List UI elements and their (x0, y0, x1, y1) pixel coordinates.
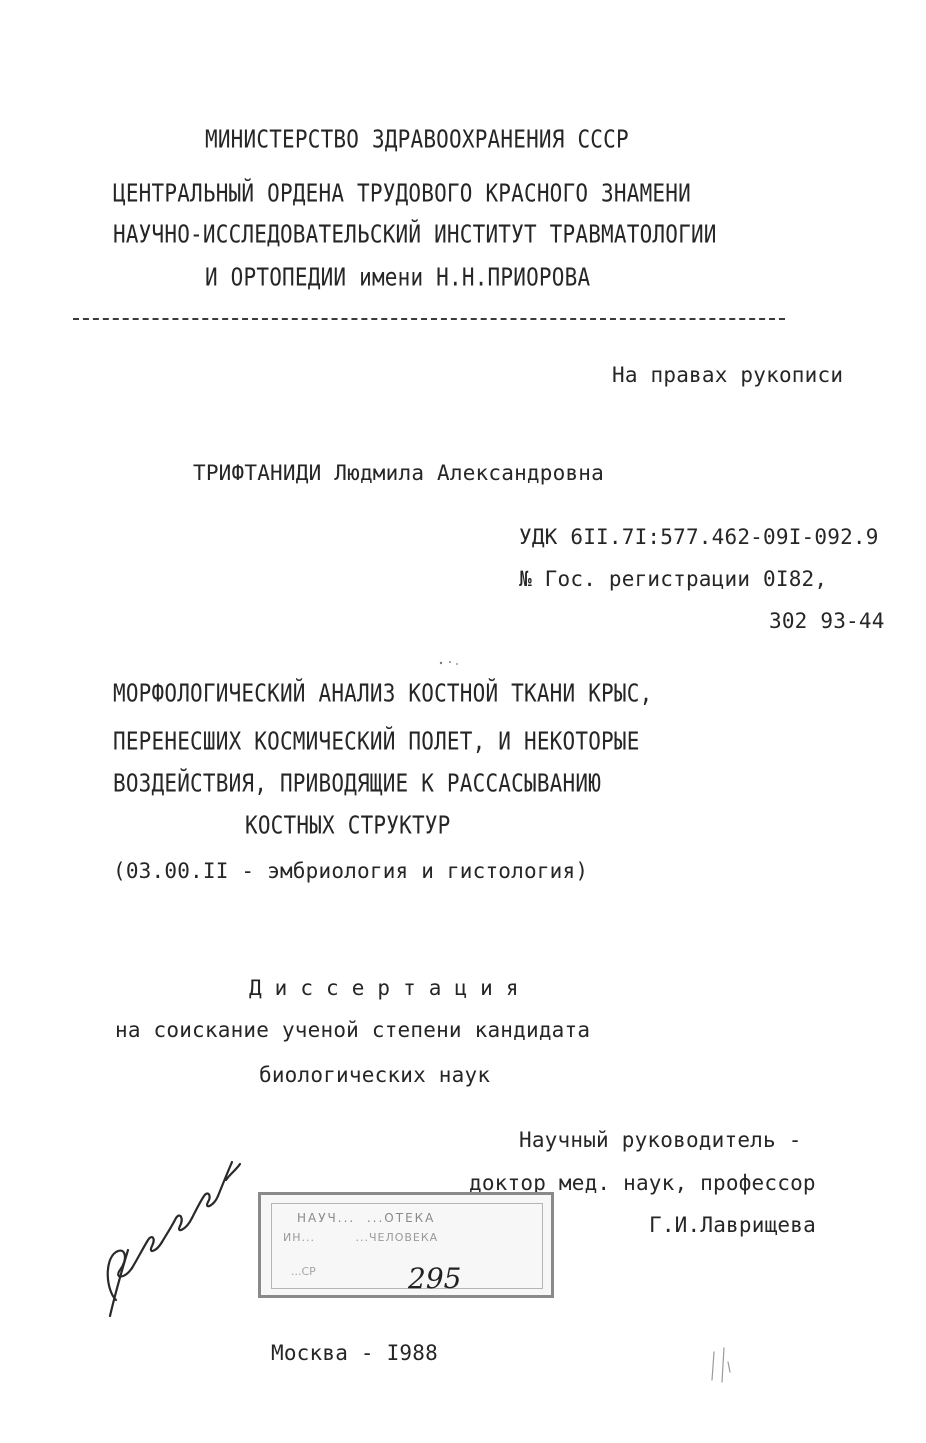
author-name: ТРИФТАНИДИ Людмила Александровна (193, 461, 604, 485)
institute-line-2: НАУЧНО-ИССЛЕДОВАТЕЛЬСКИЙ ИНСТИТУТ ТРАВМАТОЛОГИИ (113, 220, 717, 249)
degree-line-1: на соискание ученой степени кандидата (115, 1018, 591, 1042)
pencil-mark (706, 1342, 736, 1392)
header-divider (73, 318, 785, 320)
stamp-text-line-1: НАУЧ... ...ОТЕКА (297, 1211, 436, 1225)
manuscript-note: На правах рукописи (612, 363, 844, 387)
institute-line-3: И ОРТОПЕДИИ имени Н.Н.ПРИОРОВА (205, 263, 591, 292)
udk-code: УДК 6II.7I:577.462-09I-092.9 (519, 525, 879, 549)
specialty-code: (03.00.II - эмбриология и гистология) (113, 859, 589, 883)
title-line-4: КОСТНЫХ СТРУКТУР (245, 811, 451, 840)
registration-label: № Гос. регистрации 0I82, (519, 567, 828, 591)
degree-line-2: биологических наук (259, 1063, 491, 1087)
title-line-2: ПЕРЕНЕСШИХ КОСМИЧЕСКИЙ ПОЛЕТ, И НЕКОТОРЫЕ (113, 727, 640, 756)
stamp-inventory-number: 295 (408, 1262, 462, 1295)
document-type: Д и с с е р т а ц и я (249, 976, 519, 1000)
supervisor-label: Научный руководитель - (519, 1128, 802, 1152)
supervisor-title: доктор мед. наук, профессор (469, 1171, 816, 1195)
title-line-1: МОРФОЛОГИЧЕСКИЙ АНАЛИЗ КОСТНОЙ ТКАНИ КРЫС, (113, 679, 653, 708)
supervisor-name: Г.И.Лаврищева (649, 1213, 816, 1237)
institute-line-1: ЦЕНТРАЛЬНЫЙ ОРДЕНА ТРУДОВОГО КРАСНОГО ЗНАМЕНИ (113, 179, 691, 208)
city-year: Москва - I988 (271, 1341, 438, 1365)
library-stamp (258, 1192, 554, 1298)
stamp-text-line-2: ИН... ...ЧЕЛОВЕКА (283, 1231, 439, 1244)
paper-speck (438, 660, 460, 666)
stamp-text-line-3: ...СР (291, 1265, 316, 1278)
ministry-name: МИНИСТЕРСТВО ЗДРАВООХРАНЕНИЯ СССР (205, 125, 629, 154)
registration-number: 302 93-44 (769, 609, 885, 633)
handwritten-signature (76, 1140, 246, 1330)
title-line-3: ВОЗДЕЙСТВИЯ, ПРИВОДЯЩИЕ К РАССАСЫВАНИЮ (113, 769, 602, 798)
